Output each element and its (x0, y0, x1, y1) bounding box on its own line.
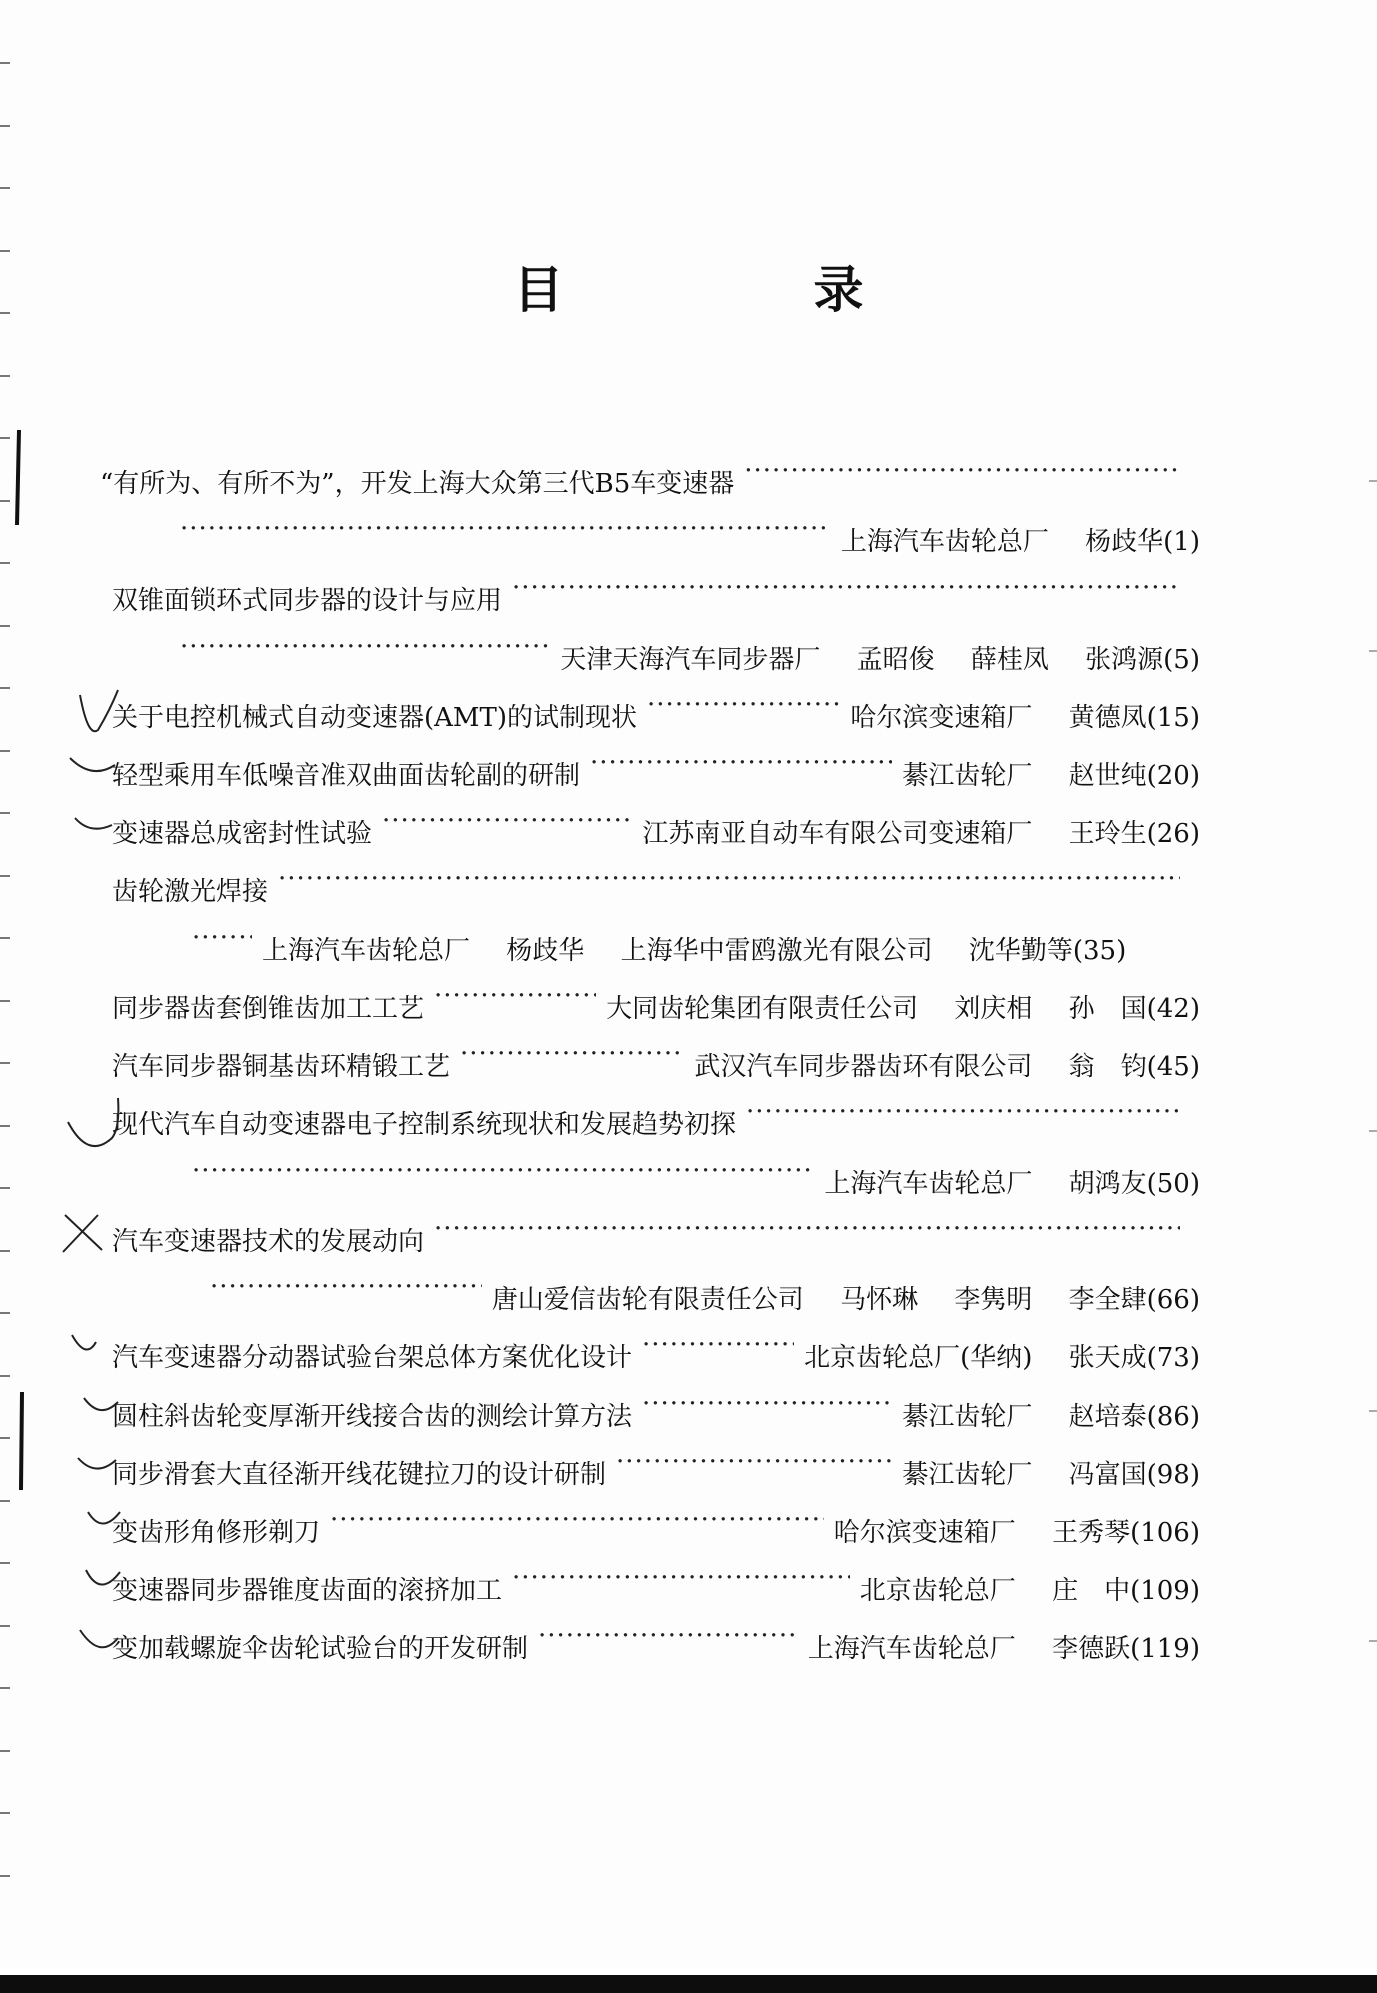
toc-entry-affiliation: 上海华中雷鸥激光有限公司 (620, 936, 933, 966)
check-mark (80, 1630, 118, 1647)
check-mark (78, 1458, 116, 1469)
margin-bracket-mark (17, 430, 19, 525)
toc-entry-title: 汽车变速器分动器试验台架总体方案优化设计 (112, 1343, 633, 1373)
toc-entry-title: 变速器总成密封性试验 (112, 819, 373, 849)
toc-entry-author-page: 沈华勤等(35) (968, 936, 1127, 966)
toc-entry-title: 齿轮激光焊接 (112, 877, 269, 907)
toc-entry-author: 杨歧华 (506, 936, 585, 966)
toc-entry-author-page: 孙 国(42) (1068, 994, 1200, 1024)
check-mark (70, 758, 115, 771)
toc-entry-author: 马怀琳 (840, 1285, 919, 1315)
toc-entry-affiliation: 大同齿轮集团有限责任公司 (606, 994, 919, 1024)
toc-entry-affiliation: 上海汽车齿轮总厂 (262, 936, 471, 966)
toc-entry-author-page: 李全肆(66) (1068, 1285, 1200, 1315)
toc-entry-affiliation: 北京齿轮总厂 (859, 1576, 1016, 1606)
toc-entry-affiliation: 武汉汽车同步器齿环有限公司 (694, 1052, 1033, 1082)
toc-entry-author: 李隽明 (954, 1285, 1033, 1315)
margin-bracket-mark (21, 1392, 22, 1490)
check-mark (86, 1570, 120, 1585)
toc-entry-author-page: 庄 中(109) (1052, 1576, 1200, 1606)
toc-entry-title: “有所为、有所不为”，开发上海大众第三代B5车变速器 (100, 469, 735, 499)
toc-entry-author-page: 黄德凤(15) (1068, 703, 1200, 733)
check-mark (68, 1098, 118, 1146)
page-title: 目 录 (513, 261, 964, 319)
toc-entry-author-page: 张天成(73) (1068, 1343, 1200, 1373)
toc-entry-affiliation: 綦江齿轮厂 (902, 1402, 1033, 1432)
toc-entry-affiliation: 上海汽车齿轮总厂 (807, 1634, 1016, 1664)
toc-entry-author-page: 李德跃(119) (1052, 1634, 1200, 1664)
toc-entry-affiliation: 綦江齿轮厂 (902, 1460, 1033, 1490)
toc-entry-title: 同步滑套大直径渐开线花键拉刀的设计研制 (112, 1460, 607, 1490)
toc-entry-title: 同步器齿套倒锥齿加工工艺 (112, 994, 425, 1024)
toc-entry-author-page: 冯富国(98) (1068, 1460, 1200, 1490)
toc-entry-affiliation: 哈尔滨变速箱厂 (850, 703, 1033, 733)
toc-entry-affiliation: 江苏南亚自动车有限公司变速箱厂 (642, 819, 1033, 849)
cross-mark (63, 1215, 102, 1252)
toc-entry-affiliation: 北京齿轮总厂(华纳) (804, 1343, 1033, 1373)
check-mark (80, 690, 118, 731)
toc-entry-affiliation: 上海汽车齿轮总厂 (824, 1169, 1033, 1199)
toc-entry-title: 现代汽车自动变速器电子控制系统现状和发展趋势初探 (112, 1110, 737, 1140)
toc-entry-title: 轻型乘用车低噪音准双曲面齿轮副的研制 (112, 761, 581, 791)
toc-entry-author-page: 赵培泰(86) (1068, 1402, 1200, 1432)
toc-entry-author-page: 王玲生(26) (1068, 819, 1200, 849)
toc-entry-affiliation: 哈尔滨变速箱厂 (833, 1518, 1016, 1548)
toc-entry-affiliation: 天津天海汽车同步器厂 (560, 645, 821, 675)
toc-entry-author-page: 张鸿源(5) (1085, 645, 1200, 675)
toc-entry-affiliation: 上海汽车齿轮总厂 (840, 527, 1049, 557)
toc-entry-author-page: 王秀琴(106) (1052, 1518, 1200, 1548)
toc-entry-author: 孟昭俊 (856, 645, 935, 675)
toc-entry-title: 汽车同步器铜基齿环精锻工艺 (112, 1052, 451, 1082)
check-mark (72, 1335, 96, 1350)
toc-entry-author-page: 翁 钧(45) (1068, 1052, 1200, 1082)
check-mark (75, 818, 112, 829)
toc-entry-author-page: 杨歧华(1) (1085, 527, 1200, 557)
toc-entry-author: 刘庆相 (954, 994, 1033, 1024)
toc-entry-title: 双锥面锁环式同步器的设计与应用 (112, 586, 503, 616)
toc-entry-author-page: 赵世纯(20) (1068, 761, 1200, 791)
toc-entry-affiliation: 唐山爱信齿轮有限责任公司 (491, 1285, 804, 1315)
toc-entry-title: 变齿形角修形剃刀 (112, 1518, 321, 1548)
toc-entry-affiliation: 綦江齿轮厂 (902, 761, 1033, 791)
toc-entry-title: 关于电控机械式自动变速器(AMT)的试制现状 (112, 703, 638, 733)
toc-entry-title: 变速器同步器锥度齿面的滚挤加工 (112, 1576, 503, 1606)
toc-entry-author: 薛桂凤 (970, 645, 1049, 675)
toc-entry-title: 变加载螺旋伞齿轮试验台的开发研制 (112, 1634, 529, 1664)
scan-bottom-edge (0, 1975, 1377, 1993)
check-mark (88, 1512, 120, 1524)
toc-entry-author-page: 胡鸿友(50) (1068, 1169, 1200, 1199)
toc-entry-title: 汽车变速器技术的发展动向 (112, 1227, 425, 1257)
check-mark (84, 1398, 118, 1410)
toc-entry-title: 圆柱斜齿轮变厚渐开线接合齿的测绘计算方法 (112, 1402, 633, 1432)
